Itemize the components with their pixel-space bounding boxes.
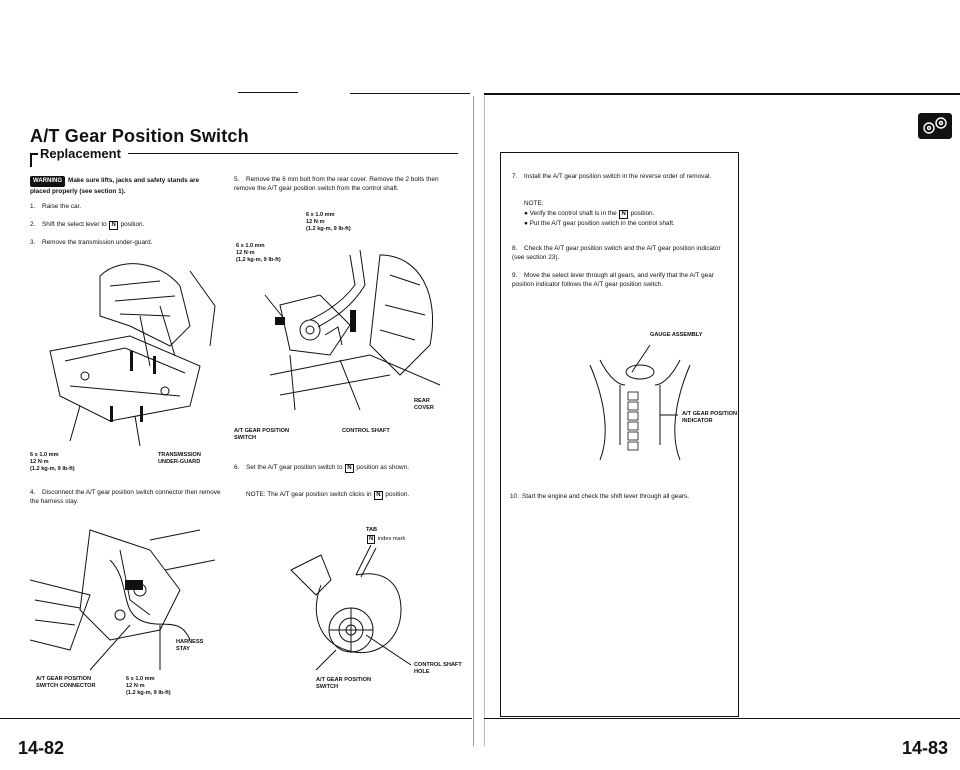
page-title: A/T Gear Position Switch: [30, 126, 249, 146]
top-rule-mid: [350, 93, 470, 94]
bottom-rule-right: [484, 718, 960, 719]
warning-text: Make sure lifts, jacks and safety stands are placed properly (see section 1).: [30, 177, 200, 195]
index-text: index mark: [377, 536, 406, 542]
gear-key: N: [369, 536, 374, 542]
fig2-bolt-label: 6 x 1.0 mm 12 N·m (1.2 kg-m, 9 lb-ft): [126, 676, 171, 696]
step-text: Move the select lever through all gears, and verify that the A/T gear position indicator follows the A/T gear position switch.: [512, 272, 714, 288]
fig3-shaft-label: CONTROL SHAFT: [342, 428, 390, 434]
fig1-guard-label: TRANSMISSION UNDER-GUARD: [158, 452, 201, 465]
under-guard-figure: [40, 256, 220, 451]
warning-badge: WARNING: [30, 176, 65, 187]
step-number: 9.: [512, 272, 518, 279]
step-number: 1.: [30, 203, 36, 210]
note-text: Put the A/T gear position switch in the control shaft.: [529, 220, 675, 227]
step-9: [512, 271, 730, 289]
step-number: 4.: [30, 489, 36, 496]
right-top-rule: [500, 152, 738, 153]
step-number: 10.: [510, 493, 519, 500]
step-10: [510, 492, 730, 501]
right-bottom-rule: [500, 716, 738, 717]
gear-key: N: [621, 211, 626, 217]
right-right-rule: [738, 152, 739, 717]
step-4: [30, 488, 222, 506]
step-5: [234, 175, 456, 193]
transmission-gear-icon: [918, 113, 952, 139]
harness-stay-figure: [30, 520, 220, 680]
step-6-note: [246, 490, 456, 500]
step-number: 7.: [512, 173, 518, 180]
section-bracket-tick: [30, 153, 38, 155]
step-text: Set the A/T gear position switch to: [246, 464, 343, 471]
step-2: [30, 220, 220, 230]
section-bracket: [30, 153, 32, 167]
note-text-end: position.: [630, 210, 655, 217]
step-text: Disconnect the A/T gear position switch connector then remove the harness stay.: [30, 489, 221, 505]
step-1: [30, 202, 220, 211]
step-number: 5.: [234, 176, 240, 183]
step-text: Start the engine and check the shift lever through all gears.: [522, 493, 689, 500]
gauge-assembly-figure: [580, 340, 720, 470]
step-text: Raise the car.: [42, 203, 82, 210]
step-7: [512, 172, 730, 181]
page-number-left: 14-82: [18, 738, 65, 758]
step-number: 3.: [30, 239, 36, 246]
top-rule-left: [238, 92, 298, 93]
fig5-indicator-label: A/T GEAR POSITION INDICATOR: [682, 411, 738, 424]
step-8: [512, 244, 730, 262]
step-6: [234, 463, 456, 473]
fig3-rear-cover-label: REAR COVER: [414, 398, 434, 411]
fig2-stay-label: HARNESS STAY: [176, 639, 204, 652]
note-item-1: ● Verify the control shaft is in the N position.: [524, 210, 655, 217]
fig3-bolt-top-label: 6 x 1.0 mm 12 N·m (1.2 kg-m, 9 lb-ft): [306, 212, 351, 232]
step-text: Install the A/T gear position switch in the reverse order of removal.: [524, 173, 712, 180]
control-shaft-figure: [250, 235, 450, 415]
step-text: Shift the select lever to: [42, 221, 107, 228]
section-title: Replacement: [40, 146, 121, 161]
fig4-tab-label: TAB: [366, 527, 378, 533]
step-number: 6.: [234, 464, 240, 471]
gear-key: N: [376, 492, 381, 498]
step-number: 8.: [512, 245, 518, 252]
switch-detail-figure: [276, 540, 426, 680]
fig3-bolt-left-label: 6 x 1.0 mm 12 N·m (1.2 kg-m, 9 lb-ft): [236, 243, 281, 263]
step-text: Remove the 6 mm bolt from the rear cover. Remove the 2 bolts then remove the A/T gear position switch from the control shaft.: [234, 176, 439, 192]
fig5-gauge-label: GAUGE ASSEMBLY: [650, 332, 703, 338]
page-number-right: 14-83: [902, 738, 949, 758]
step-text: Check the A/T gear position switch and the A/T gear position indicator (see section 23).: [512, 245, 721, 261]
gear-glyph-icon: [918, 113, 952, 139]
fig4-switch-label: A/T GEAR POSITION SWITCH: [316, 677, 372, 690]
step-number: 2.: [30, 221, 36, 228]
gear-key: N: [111, 222, 116, 228]
note-item-2: ● Put the A/T gear position switch in the control shaft.: [524, 220, 675, 227]
step-text: Remove the transmission under-guard.: [42, 239, 153, 246]
top-rule-right: [484, 93, 960, 95]
step-text-end: position as shown.: [356, 464, 409, 471]
step-text-end: position.: [120, 221, 145, 228]
gear-key: N: [347, 465, 352, 471]
fig1-bolt-label: 6 x 1.0 mm 12 N·m (1.2 kg-m, 9 lb-ft): [30, 452, 75, 472]
fig3-switch-label: A/T GEAR POSITION SWITCH: [234, 428, 290, 441]
fig4-hole-label: CONTROL SHAFT HOLE: [414, 662, 462, 675]
note-text: NOTE: The A/T gear position switch clicks in: [246, 491, 372, 498]
warning-block: [30, 176, 220, 196]
page-gutter: [473, 96, 485, 746]
bottom-rule-left: [0, 718, 472, 719]
note-text-end: position.: [385, 491, 410, 498]
fig2-connector-label: A/T GEAR POSITION SWITCH CONNECTOR: [36, 676, 96, 689]
step-3: [30, 238, 220, 247]
right-left-rule: [500, 152, 501, 717]
title-underline: [128, 153, 458, 154]
note-label: NOTE:: [524, 200, 544, 207]
note-text: Verify the control shaft is in the: [529, 210, 617, 217]
